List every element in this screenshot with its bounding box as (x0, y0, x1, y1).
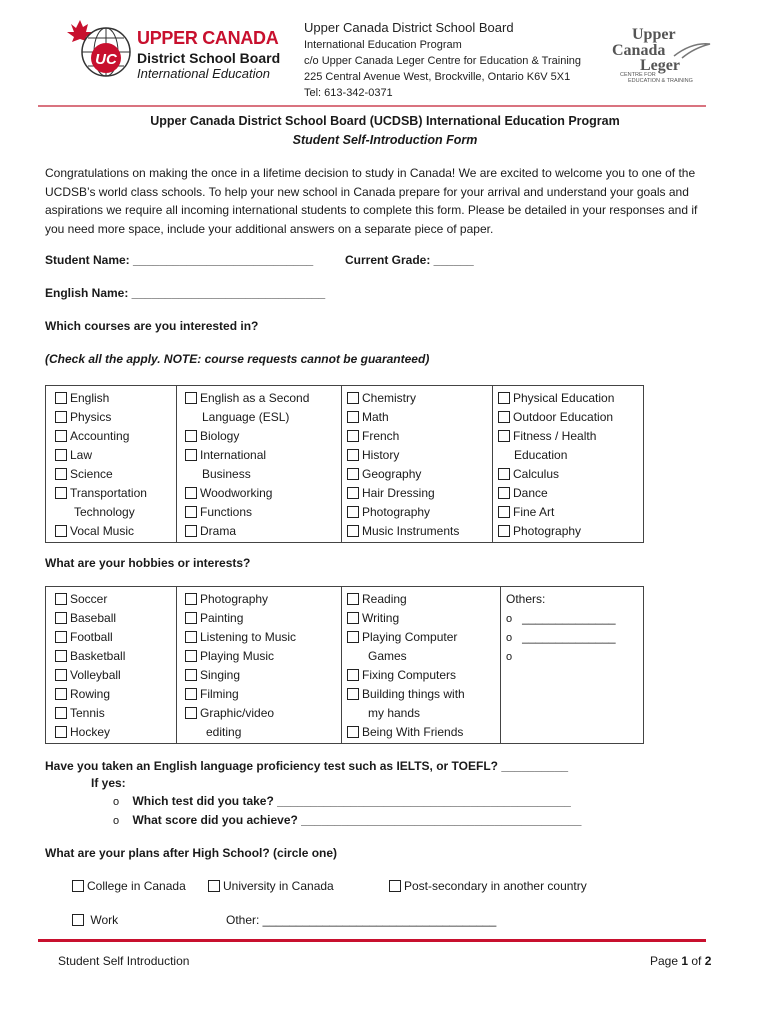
course-checkbox-science[interactable] (55, 465, 113, 484)
checkbox-icon[interactable] (185, 525, 197, 537)
plan-checkbox-work[interactable] (72, 913, 118, 927)
checkbox-icon[interactable] (389, 880, 401, 892)
others-line-1[interactable] (506, 609, 616, 628)
table-divider (500, 587, 501, 743)
table-divider (492, 386, 493, 542)
table-divider (341, 587, 342, 743)
course-label: Functions (200, 505, 253, 519)
hobby-label: Rowing (70, 687, 111, 701)
hobby-checkbox-photography[interactable] (185, 590, 268, 609)
course-label: Physics (70, 410, 112, 424)
hobby-checkbox-writing[interactable] (347, 609, 399, 628)
checkbox-icon[interactable] (347, 468, 359, 480)
page-total: 2 (704, 954, 712, 968)
course-checkbox-fine-art[interactable] (498, 503, 554, 522)
course-label: Accounting (70, 429, 130, 443)
course-label-continued: Technology (74, 505, 135, 519)
address-line: 225 Central Avenue West, Brockville, Ontario K6V 5X1 (304, 71, 571, 83)
checkbox-icon[interactable] (347, 669, 359, 681)
hobby-label: Baseball (70, 611, 117, 625)
checkbox-icon[interactable] (347, 525, 359, 537)
checkbox-icon[interactable] (55, 525, 67, 537)
hobby-label: Graphic/video (200, 706, 275, 720)
partner-logo-word: Leger (640, 57, 680, 74)
table-divider (176, 386, 177, 542)
hobby-label-continued: Games (368, 649, 407, 663)
form-title: Upper Canada District School Board (UCDSB) International Education Program (150, 114, 620, 128)
plan-label: College in Canada (87, 879, 186, 893)
course-checkbox-woodworking[interactable] (185, 484, 272, 503)
course-label: Photography (362, 505, 431, 519)
course-label: English (70, 391, 110, 405)
checkbox-icon[interactable] (347, 688, 359, 700)
hobby-checkbox-graphic-video[interactable] (185, 704, 274, 723)
checkbox-icon[interactable] (185, 650, 197, 662)
hobby-label: Basketball (70, 649, 126, 663)
checkbox-icon[interactable] (347, 487, 359, 499)
plan-checkbox-college[interactable] (72, 879, 186, 893)
hobby-label: Writing (362, 611, 400, 625)
table-divider (176, 587, 177, 743)
course-label: Fitness / Health (513, 429, 597, 443)
partner-logo-sub-line: EDUCATION & TRAINING (628, 78, 693, 84)
course-checkbox-biology[interactable] (185, 427, 239, 446)
checkbox-icon[interactable] (498, 392, 510, 404)
plan-checkbox-post-secondary-abroad[interactable] (389, 879, 587, 893)
course-checkbox-international-business[interactable] (185, 446, 266, 465)
hobby-label: Photography (200, 592, 269, 606)
checkbox-icon[interactable] (185, 612, 197, 624)
hobby-checkbox-soccer[interactable] (55, 590, 107, 609)
course-label: Drama (200, 524, 237, 538)
hobby-checkbox-rowing[interactable] (55, 685, 110, 704)
address-line: Tel: 613-342-0371 (304, 87, 393, 99)
checkbox-icon[interactable] (55, 468, 67, 480)
what-score-label: What score did you achieve? __________________________________________ (132, 813, 582, 827)
bullet-icon: o (506, 632, 513, 644)
form-subtitle: Student Self-Introduction Form (292, 133, 478, 147)
course-checkbox-physics[interactable] (55, 408, 111, 427)
course-checkbox-history[interactable] (347, 446, 399, 465)
others-blank[interactable]: ______________ (522, 630, 616, 644)
hobby-label: Singing (200, 668, 241, 682)
hobby-checkbox-painting[interactable] (185, 609, 243, 628)
hobbies-table (45, 586, 644, 744)
hobby-label: Playing Computer (362, 630, 458, 644)
checkbox-icon[interactable] (347, 392, 359, 404)
checkbox-icon[interactable] (347, 612, 359, 624)
hobby-label: Hockey (70, 725, 111, 739)
course-label-continued: Language (ESL) (202, 410, 290, 424)
checkbox-icon[interactable] (185, 707, 197, 719)
address-title: Upper Canada District School Board (304, 20, 514, 35)
hobby-checkbox-volleyball[interactable] (55, 666, 121, 685)
checkbox-icon[interactable] (498, 506, 510, 518)
checkbox-icon[interactable] (55, 726, 67, 738)
student-name-field[interactable]: Student Name: ___________________________ (45, 253, 314, 267)
table-divider (341, 386, 342, 542)
course-label: Music Instruments (362, 524, 460, 538)
hobby-label-continued: my hands (368, 706, 421, 720)
logo-line-district-school-board: District School Board (137, 50, 281, 66)
course-label: Photography (513, 524, 582, 538)
course-checkbox-dance[interactable] (498, 484, 548, 503)
hobby-checkbox-listening-to-music[interactable] (185, 628, 296, 647)
logo-line-international-education: International Education (137, 66, 270, 81)
course-label: Chemistry (362, 391, 417, 405)
course-checkbox-english[interactable] (55, 389, 109, 408)
page-prefix: Page (650, 954, 682, 968)
checkbox-icon[interactable] (185, 593, 197, 605)
bullet-icon: o (113, 796, 120, 808)
hobby-label: Being With Friends (362, 725, 464, 739)
course-checkbox-music-instruments[interactable] (347, 522, 459, 541)
course-checkbox-hair-dressing[interactable] (347, 484, 435, 503)
page-number (650, 954, 711, 968)
bullet-icon: o (113, 815, 120, 827)
bullet-icon: o (506, 613, 513, 625)
course-checkbox-physical-education[interactable] (498, 389, 614, 408)
checkbox-icon[interactable] (55, 612, 67, 624)
checkbox-icon[interactable] (185, 506, 197, 518)
what-score-field[interactable] (113, 813, 581, 827)
hobby-label: Painting (200, 611, 244, 625)
checkbox-icon[interactable] (55, 449, 67, 461)
course-label: Law (70, 448, 93, 462)
hobby-label: Reading (362, 592, 407, 606)
course-label: Outdoor Education (513, 410, 614, 424)
course-label: History (362, 448, 400, 462)
if-yes-label: If yes: (91, 776, 126, 790)
course-checkbox-photography-2[interactable] (498, 522, 581, 541)
checkbox-icon[interactable] (347, 411, 359, 423)
hobby-label: Football (70, 630, 113, 644)
checkbox-icon[interactable] (55, 392, 67, 404)
hobby-checkbox-filming[interactable] (185, 685, 239, 704)
intro-paragraph: Congratulations on making the once in a lifetime decision to study in Canada! We are excited to welcome you to one of the UCDSB’s world class schools. To help your new school in Canada prepare for your arrival and understand your goals and aspirations we require all incoming international students to complete this form. Please be detailed in your responses and if you need more space, include your additional answers on a separate piece of paper. (45, 166, 698, 236)
address-line: c/o Upper Canada Leger Centre for Education & Training (304, 55, 581, 67)
courses-table (45, 385, 644, 543)
hobby-checkbox-playing-computer-games[interactable] (347, 628, 457, 647)
checkbox-icon[interactable] (185, 487, 197, 499)
checkbox-icon[interactable] (55, 631, 67, 643)
checkbox-icon[interactable] (55, 650, 67, 662)
hobby-checkbox-hockey[interactable] (55, 723, 110, 742)
hobbies-question: What are your hobbies or interests? (45, 556, 251, 570)
plan-label: Work (90, 913, 119, 927)
course-label: Dance (513, 486, 548, 500)
course-label: Biology (200, 429, 240, 443)
hobby-checkbox-basketball[interactable] (55, 647, 125, 666)
checkbox-icon[interactable] (72, 914, 84, 926)
plan-label: Post-secondary in another country (404, 879, 587, 893)
checkbox-icon[interactable] (55, 487, 67, 499)
course-label: Transportation (70, 486, 147, 500)
hobby-checkbox-tennis[interactable] (55, 704, 105, 723)
hobby-label: Tennis (70, 706, 105, 720)
checkbox-icon[interactable] (72, 880, 84, 892)
hobby-label: Building things with (362, 687, 465, 701)
hobby-checkbox-football[interactable] (55, 628, 113, 647)
course-checkbox-law[interactable] (55, 446, 92, 465)
hobby-label: Filming (200, 687, 239, 701)
hobby-label: Volleyball (70, 668, 121, 682)
course-checkbox-outdoor-education[interactable] (498, 408, 613, 427)
others-blank[interactable]: ______________ (522, 611, 616, 625)
course-label: Geography (362, 467, 422, 481)
checkbox-icon[interactable] (55, 430, 67, 442)
address-line: International Education Program (304, 39, 462, 51)
checkbox-icon[interactable] (347, 449, 359, 461)
course-checkbox-accounting[interactable] (55, 427, 129, 446)
ucdsb-logo-emblem (62, 18, 136, 84)
checkbox-icon[interactable] (55, 669, 67, 681)
checkbox-icon[interactable] (498, 525, 510, 537)
partner-logo-swoosh-icon (672, 40, 712, 60)
course-checkbox-calculus[interactable] (498, 465, 559, 484)
checkbox-icon[interactable] (498, 411, 510, 423)
hobby-checkbox-playing-music[interactable] (185, 647, 274, 666)
plans-question: What are your plans after High School? (circle one) (45, 846, 338, 860)
course-label: Hair Dressing (362, 486, 435, 500)
course-checkbox-math[interactable] (347, 408, 389, 427)
checkbox-icon[interactable] (347, 593, 359, 605)
partner-logo-sub-line: CENTRE FOR (620, 72, 656, 78)
logo-badge-text: UC (95, 51, 117, 68)
hobby-checkbox-building-things[interactable] (347, 685, 465, 704)
english-test-question[interactable]: Have you taken an English language proficiency test such as IELTS, or TOEFL? __________ (45, 759, 569, 773)
course-label: French (362, 429, 400, 443)
checkbox-icon[interactable] (347, 430, 359, 442)
course-checkbox-geography[interactable] (347, 465, 421, 484)
checkbox-icon[interactable] (55, 688, 67, 700)
checkbox-icon[interactable] (185, 631, 197, 643)
checkbox-icon[interactable] (498, 487, 510, 499)
hobby-label: Listening to Music (200, 630, 297, 644)
hobby-checkbox-being-with-friends[interactable] (347, 723, 463, 742)
checkbox-icon[interactable] (185, 688, 197, 700)
checkbox-icon[interactable] (498, 430, 510, 442)
checkbox-icon[interactable] (185, 669, 197, 681)
others-line-2[interactable] (506, 628, 616, 647)
others-label: Others: (506, 592, 546, 606)
course-checkbox-transportation[interactable] (55, 484, 147, 503)
english-name-field[interactable]: English Name: _____________________________ (45, 286, 326, 300)
hobby-label: Soccer (70, 592, 108, 606)
partner-logo-subtitle (620, 72, 693, 84)
hobby-checkbox-singing[interactable] (185, 666, 240, 685)
checkbox-icon[interactable] (55, 707, 67, 719)
course-checkbox-esl[interactable] (185, 389, 309, 408)
course-label: Vocal Music (70, 524, 135, 538)
course-label-continued: Business (202, 467, 251, 481)
checkbox-icon[interactable] (498, 468, 510, 480)
checkbox-icon[interactable] (185, 449, 197, 461)
checkbox-icon[interactable] (185, 430, 197, 442)
course-label: Physical Education (513, 391, 615, 405)
courses-question: Which courses are you interested in? (45, 319, 259, 333)
course-checkbox-functions[interactable] (185, 503, 252, 522)
course-label: Woodworking (200, 486, 273, 500)
page-of: of (688, 954, 705, 968)
which-test-field[interactable] (113, 794, 571, 808)
others-line-3[interactable] (506, 647, 522, 666)
course-checkbox-drama[interactable] (185, 522, 236, 541)
which-test-label: Which test did you take? ____________________________________________ (132, 794, 571, 808)
course-checkbox-photography[interactable] (347, 503, 430, 522)
plan-checkbox-university[interactable] (208, 879, 334, 893)
page-current: 1 (681, 954, 689, 968)
checkbox-icon[interactable] (347, 506, 359, 518)
checkbox-icon[interactable] (347, 631, 359, 643)
partner-logo-word: Upper (632, 26, 676, 43)
course-checkbox-fitness-health[interactable] (498, 427, 596, 446)
other-plan-field[interactable]: Other: ___________________________________ (226, 913, 497, 927)
course-label: Math (362, 410, 389, 424)
course-label: International (200, 448, 267, 462)
hobby-checkbox-baseball[interactable] (55, 609, 116, 628)
footer-title: Student Self Introduction (58, 954, 190, 968)
partner-logo-word: Canada (612, 42, 666, 59)
plan-label: University in Canada (223, 879, 334, 893)
course-label: Fine Art (513, 505, 555, 519)
hobby-label-continued: editing (206, 725, 242, 739)
checkbox-icon[interactable] (185, 392, 197, 404)
checkbox-icon[interactable] (208, 880, 220, 892)
checkbox-icon[interactable] (347, 726, 359, 738)
checkbox-icon[interactable] (55, 593, 67, 605)
course-checkbox-french[interactable] (347, 427, 399, 446)
course-label: English as a Second (200, 391, 310, 405)
hobby-checkbox-fixing-computers[interactable] (347, 666, 456, 685)
hobby-checkbox-reading[interactable] (347, 590, 407, 609)
logo-line-upper-canada: UPPER CANADA (137, 28, 279, 48)
course-label: Calculus (513, 467, 560, 481)
courses-note: (Check all the apply. NOTE: course requests cannot be guaranteed) (45, 352, 430, 366)
bullet-icon: o (506, 651, 513, 663)
course-checkbox-chemistry[interactable] (347, 389, 416, 408)
hobby-label: Fixing Computers (362, 668, 457, 682)
current-grade-field[interactable]: Current Grade: ______ (345, 253, 474, 267)
checkbox-icon[interactable] (55, 411, 67, 423)
hobby-label: Playing Music (200, 649, 275, 663)
course-label: Science (70, 467, 113, 481)
course-label-continued: Education (514, 448, 568, 462)
course-checkbox-vocal-music[interactable] (55, 522, 134, 541)
header-divider (38, 105, 706, 107)
footer-divider (38, 939, 706, 942)
header-address (304, 19, 581, 101)
